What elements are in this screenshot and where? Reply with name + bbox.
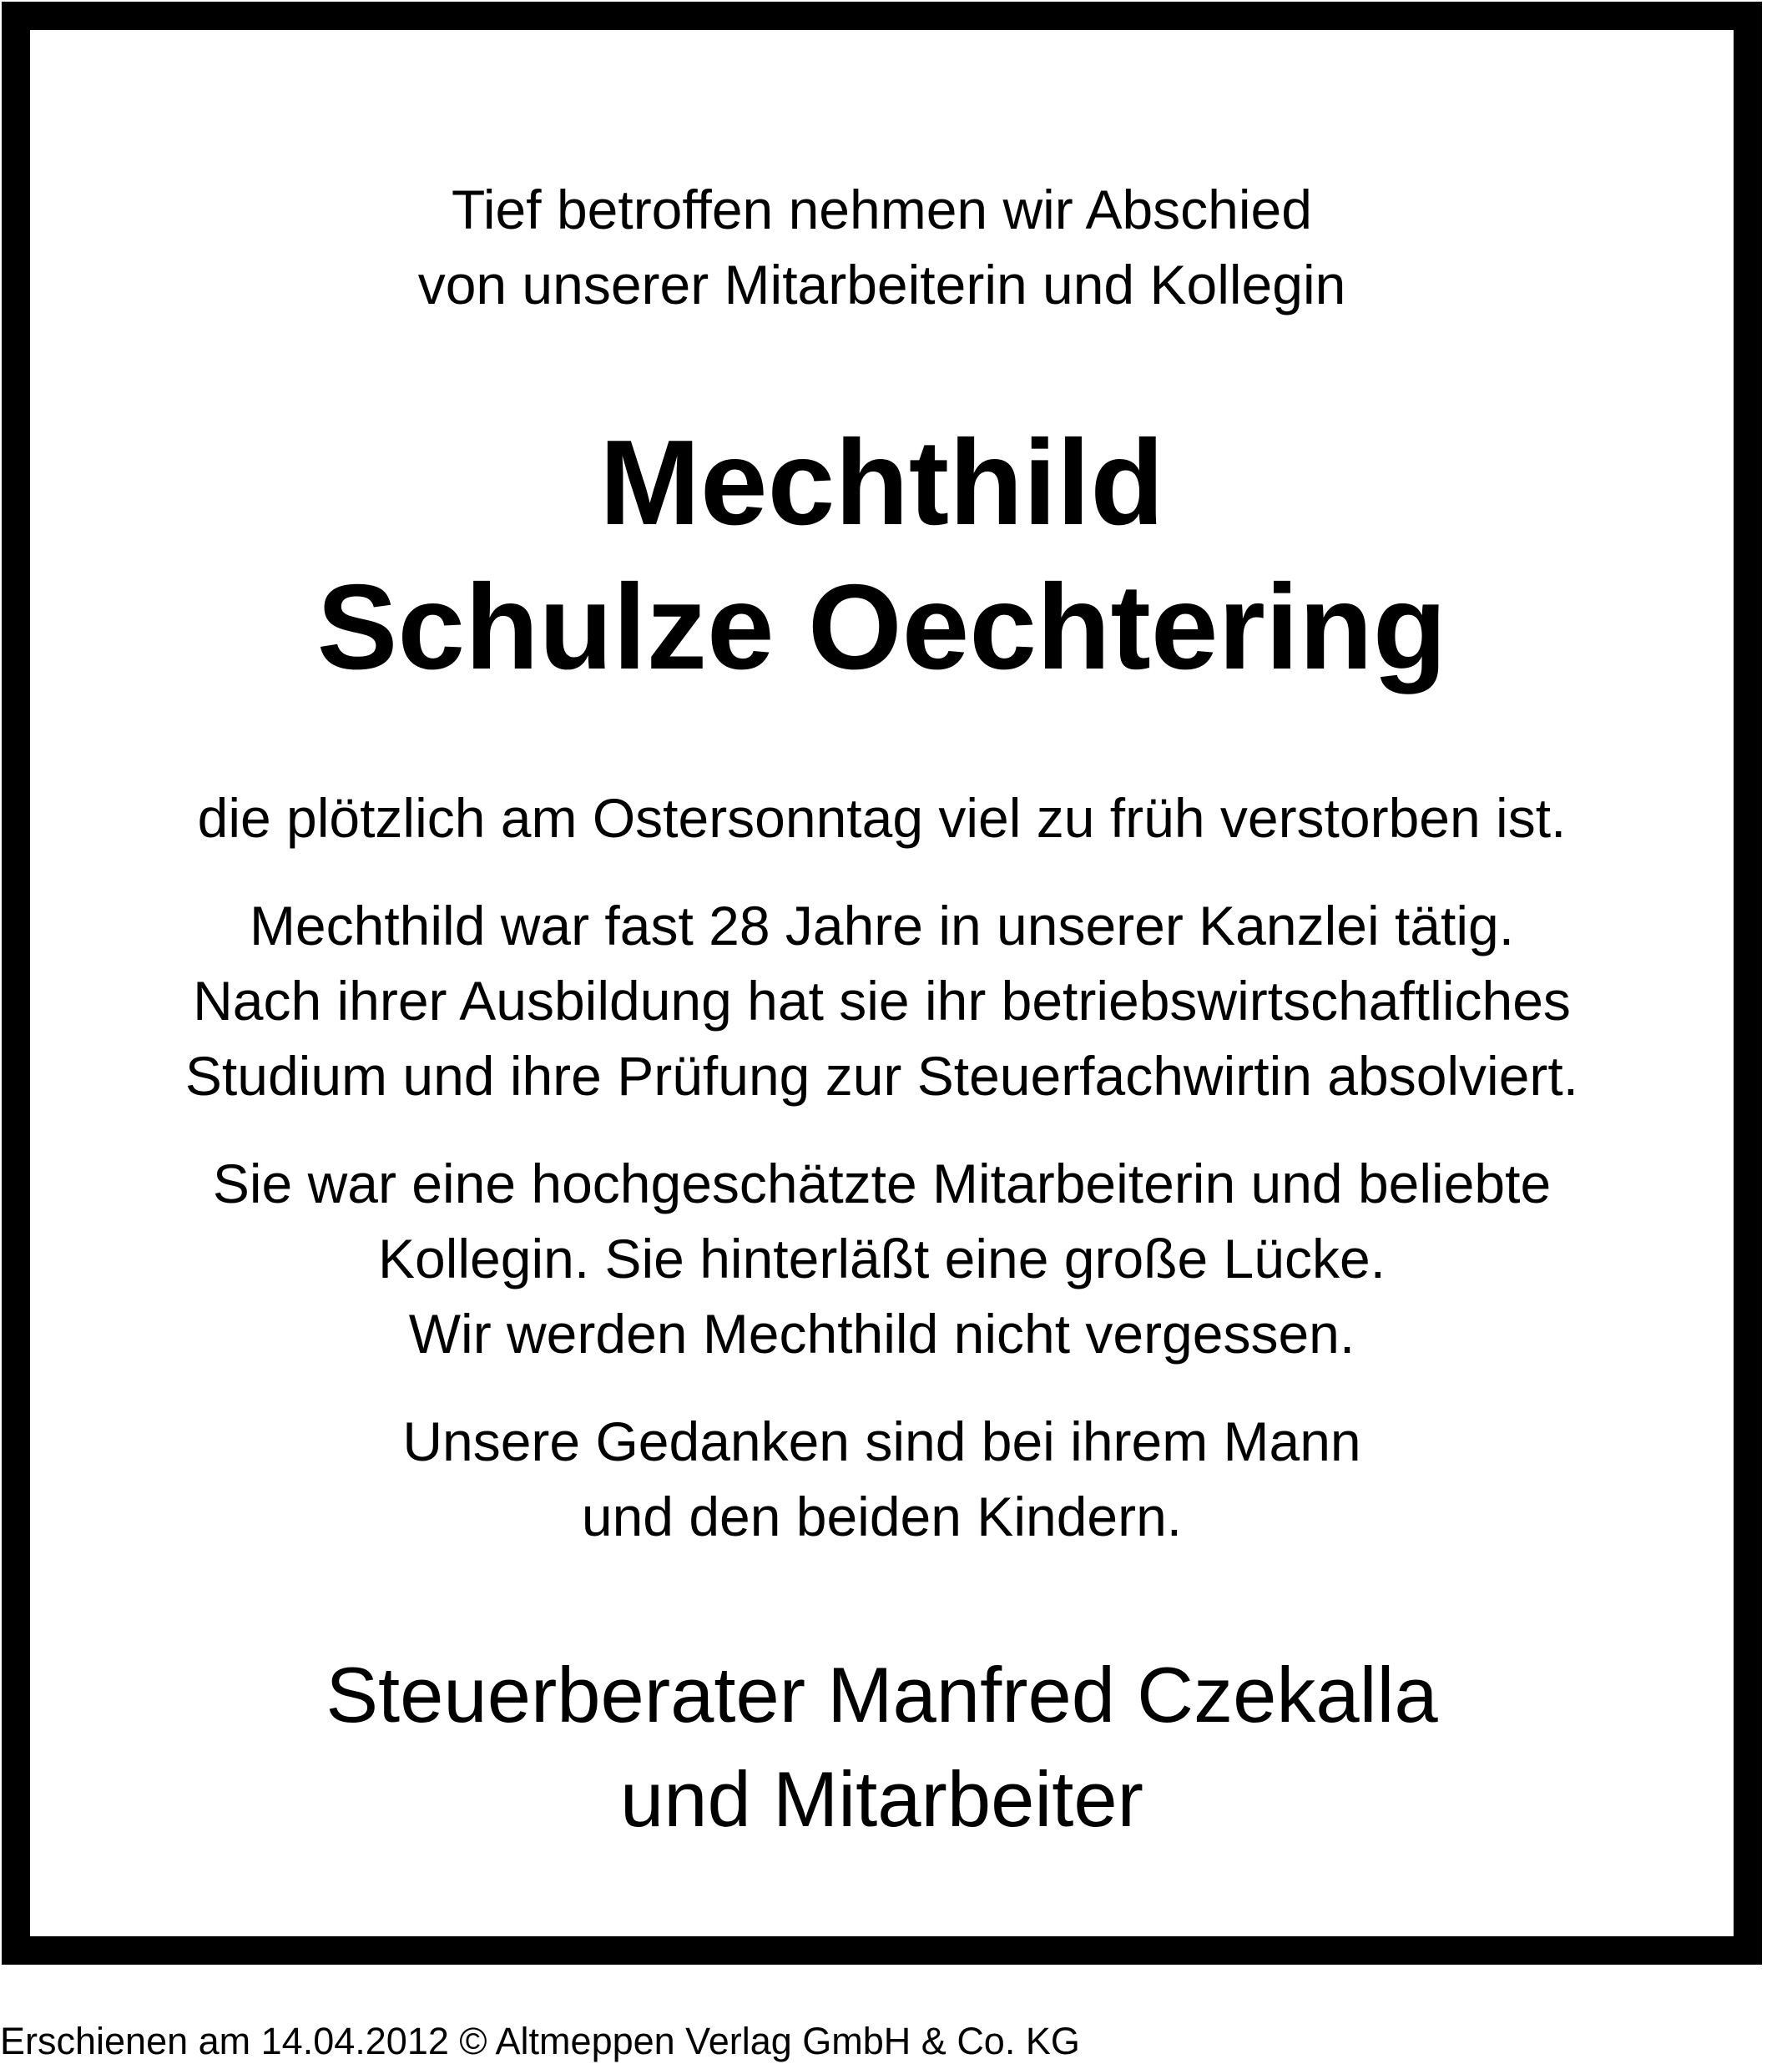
obituary-notice (2, 2, 1762, 1965)
condolence-line-2: und den beiden Kindern. (581, 1486, 1183, 1547)
career-line-2: Nach ihrer Ausbildung hat sie ihr betriebswirtschaftliches (193, 970, 1571, 1032)
deceased-first-name: Mechthild (599, 415, 1164, 550)
career-line-3: Studium und ihre Prüfung zur Steuerfachwirtin absolviert. (184, 1045, 1579, 1107)
intro-line-1: Tief betroffen nehmen wir Abschied (452, 179, 1312, 240)
sender-line-1: Steuerberater Manfred Czekalla (326, 1651, 1438, 1738)
deceased-last-name: Schulze Oechtering (316, 559, 1447, 694)
sender-line-2: und Mitarbeiter (620, 1755, 1143, 1843)
publication-footer: Erschienen am 14.04.2012 © Altmeppen Verlag GmbH & Co. KG (0, 2020, 1080, 2062)
tribute-line-3: Wir werden Mechthild nicht vergessen. (408, 1303, 1355, 1365)
intro-line-2: von unserer Mitarbeiterin und Kollegin (417, 254, 1346, 315)
statement-line: die plötzlich am Ostersonntag viel zu früh verstorben ist. (197, 787, 1567, 849)
tribute-line-1: Sie war eine hochgeschätzte Mitarbeiterin und beliebte (212, 1153, 1552, 1214)
career-line-1: Mechthild war fast 28 Jahre in unserer Kanzlei tätig. (249, 895, 1515, 956)
tribute-line-2: Kollegin. Sie hinterläßt eine große Lücke. (377, 1228, 1386, 1289)
condolence-line-1: Unsere Gedanken sind bei ihrem Mann (402, 1410, 1361, 1472)
